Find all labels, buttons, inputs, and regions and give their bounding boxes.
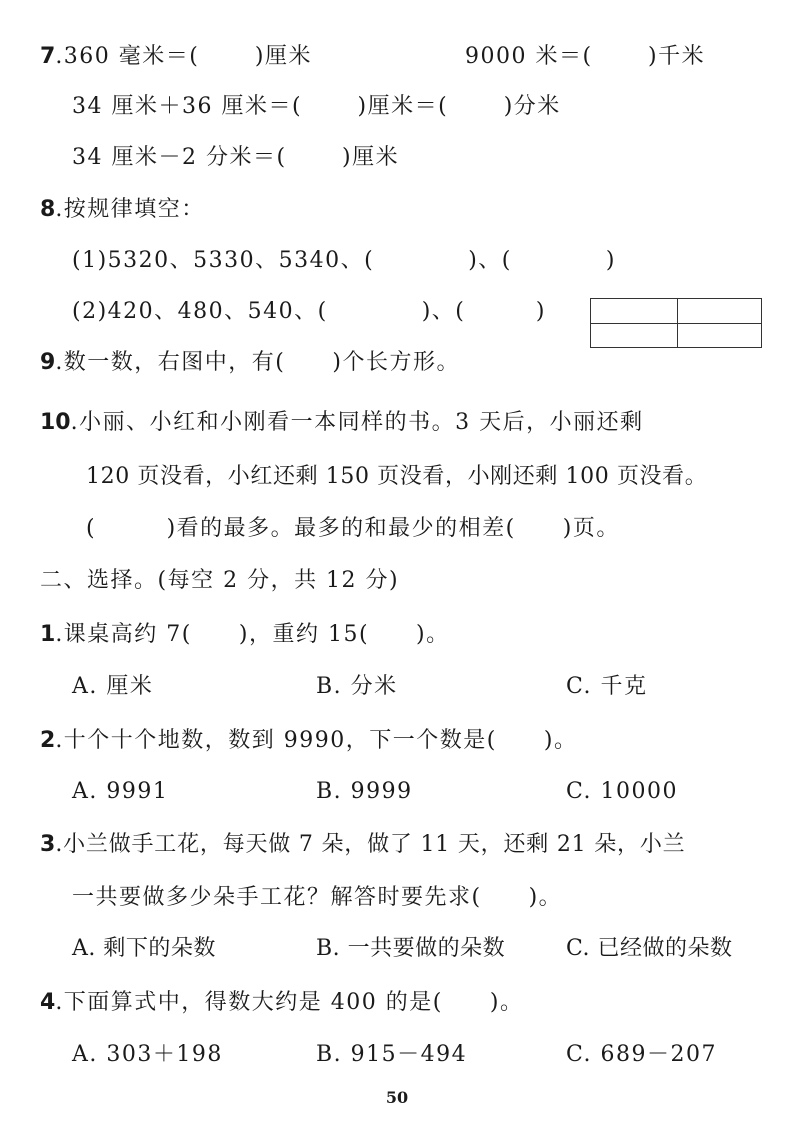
c4-question	[40, 988, 523, 1018]
q9-number: 9	[40, 350, 56, 375]
c2-options	[72, 777, 679, 807]
c4-option-b: B. 915－494	[316, 1042, 468, 1067]
q10-text1: .小丽、小红和小刚看一本同样的书。3 天后，小丽还剩	[70, 410, 644, 435]
c3-text1: .小兰做手工花，每天做 7 朵，做了 11 天，还剩 21 朵，小兰	[55, 832, 686, 857]
c1-option-b: B. 分米	[316, 674, 398, 699]
c3-question-line1	[40, 830, 685, 860]
c3-option-a: A. 剩下的朵数	[72, 936, 216, 961]
c3-option-b: B. 一共要做的朵数	[316, 936, 506, 961]
c4-options	[72, 1040, 718, 1070]
rectangle-figure	[590, 298, 762, 348]
figure-vertical-line	[677, 299, 678, 347]
c4-option-a: A. 303＋198	[72, 1042, 223, 1067]
q7-line2: 34 厘米＋36 厘米＝( )厘米＝( )分米	[72, 94, 561, 119]
q10-line1	[40, 408, 644, 438]
c3-option-c: C. 已经做的朵数	[566, 936, 733, 961]
q8-text: .按规律填空：	[55, 197, 205, 222]
q8-number: 8	[40, 197, 56, 222]
c1-number: 1	[40, 622, 56, 647]
c4-option-c: C. 689－207	[566, 1042, 718, 1067]
c3-question-line2: 一共要做多少朵手工花？解答时要先求( )。	[72, 885, 563, 910]
q10-line3: ( )看的最多。最多的和最少的相差( )页。	[86, 516, 620, 541]
c1-text: .课桌高约 7( )，重约 15( )。	[55, 622, 450, 647]
q8-sub1: (1)5320、5330、5340、( )、( )	[72, 248, 616, 273]
q7-number: 7	[40, 44, 56, 69]
c3-number: 3	[40, 832, 56, 857]
c1-option-c: C. 千克	[566, 674, 648, 699]
q7-line3: 34 厘米－2 分米＝( )厘米	[72, 145, 400, 170]
c2-number: 2	[40, 728, 56, 753]
c4-text: .下面算式中，得数大约是 400 的是( )。	[55, 990, 524, 1015]
c2-option-a: A. 9991	[72, 779, 169, 804]
q8-sub2: (2)420、480、540、( )、( )	[72, 299, 546, 324]
c1-options	[72, 672, 648, 702]
c2-question	[40, 726, 577, 756]
c1-question	[40, 620, 450, 650]
c3-options	[72, 934, 733, 964]
q9-text: .数一数，右图中，有( )个长方形。	[55, 350, 460, 375]
q7-line1	[40, 42, 706, 72]
c1-option-a: A. 厘米	[72, 674, 154, 699]
q7-part-a: .360 毫米＝( )厘米	[55, 44, 312, 69]
q8-title	[40, 195, 205, 225]
q9-line	[40, 348, 460, 378]
section2-title: 二、选择。(每空 2 分，共 12 分)	[40, 568, 400, 593]
c2-text: .十个十个地数，数到 9990，下一个数是( )。	[55, 728, 578, 753]
q10-number: 10	[40, 410, 71, 435]
c2-option-c: C. 10000	[566, 779, 679, 804]
c2-option-b: B. 9999	[316, 779, 413, 804]
q7-part-b: 9000 米＝( )千米	[465, 44, 706, 69]
page-number: 50	[385, 1088, 409, 1107]
c4-number: 4	[40, 990, 56, 1015]
figure-horizontal-line	[591, 323, 761, 324]
q10-line2: 120 页没看，小红还剩 150 页没看，小刚还剩 100 页没看。	[86, 464, 708, 489]
